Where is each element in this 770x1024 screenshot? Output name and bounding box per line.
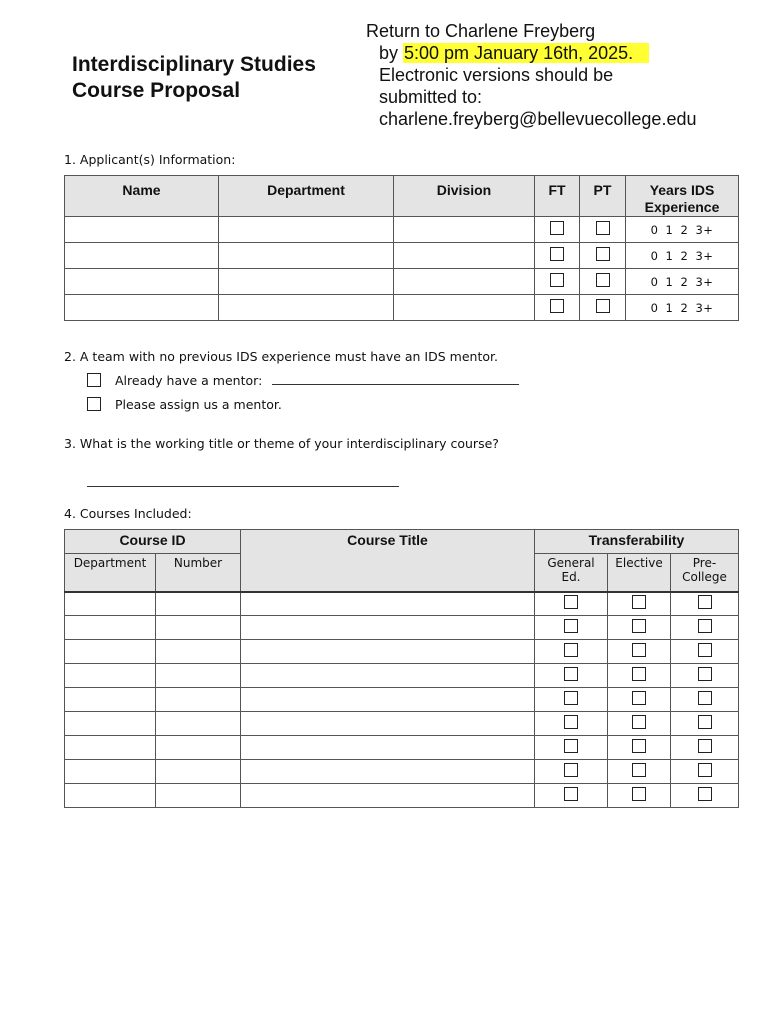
col-department: Department <box>219 176 394 217</box>
pre-college-checkbox[interactable] <box>698 691 712 705</box>
question-2-label: 2. A team with no previous IDS experience must have an IDS mentor. <box>64 349 498 364</box>
elective-checkbox[interactable] <box>632 595 646 609</box>
col-transferability: Transferability <box>535 530 739 554</box>
dept-cell[interactable] <box>65 592 156 616</box>
dept-cell[interactable] <box>65 664 156 688</box>
years-options[interactable]: 0 1 2 3+ <box>626 243 739 269</box>
gen-ed-cell <box>535 736 608 760</box>
applicant-row <box>65 295 739 321</box>
pre-college-checkbox[interactable] <box>698 715 712 729</box>
pre-college-cell <box>671 640 739 664</box>
ft-checkbox[interactable] <box>550 221 564 235</box>
number-cell[interactable] <box>156 760 241 784</box>
pre-college-line2: College <box>682 570 727 584</box>
question-4-label: 4. Courses Included: <box>64 506 192 521</box>
question-3-label: 3. What is the working title or theme of your interdisciplinary course? <box>64 436 499 451</box>
title-cell[interactable] <box>241 592 535 616</box>
division-cell[interactable] <box>394 295 535 321</box>
gen-ed-checkbox[interactable] <box>564 643 578 657</box>
pt-checkbox[interactable] <box>596 247 610 261</box>
gen-ed-cell <box>535 616 608 640</box>
title-cell[interactable] <box>241 640 535 664</box>
elective-checkbox[interactable] <box>632 643 646 657</box>
department-cell[interactable] <box>219 217 394 243</box>
assign-mentor-label: Please assign us a mentor. <box>114 397 282 412</box>
pre-college-checkbox[interactable] <box>698 763 712 777</box>
ft-checkbox[interactable] <box>550 273 564 287</box>
number-cell[interactable] <box>156 784 241 808</box>
gen-ed-checkbox[interactable] <box>564 787 578 801</box>
dept-cell[interactable] <box>65 640 156 664</box>
col-ft: FT <box>535 176 580 217</box>
gen-ed-checkbox[interactable] <box>564 667 578 681</box>
form-title-line2: Course Proposal <box>72 79 241 102</box>
elective-cell <box>608 784 671 808</box>
elective-cell <box>608 688 671 712</box>
gen-ed-checkbox[interactable] <box>564 619 578 633</box>
number-cell[interactable] <box>156 736 241 760</box>
general-ed-line1: General <box>547 556 595 570</box>
name-cell[interactable] <box>65 217 219 243</box>
col-years-ids <box>626 176 739 217</box>
number-cell[interactable] <box>156 592 241 616</box>
col-name: Name <box>65 176 219 217</box>
pre-college-cell <box>671 616 739 640</box>
course-row <box>65 640 739 664</box>
number-cell[interactable] <box>156 712 241 736</box>
col-pre-college <box>671 554 739 592</box>
gen-ed-cell <box>535 760 608 784</box>
title-cell[interactable] <box>241 736 535 760</box>
pre-college-cell <box>671 760 739 784</box>
course-row <box>65 592 739 616</box>
pre-college-cell <box>671 784 739 808</box>
elective-cell <box>608 736 671 760</box>
courses-table <box>64 529 739 808</box>
course-row <box>65 784 739 808</box>
col-pt: PT <box>580 176 626 217</box>
applicant-table <box>64 175 739 321</box>
gen-ed-checkbox[interactable] <box>564 763 578 777</box>
applicant-row <box>65 217 739 243</box>
title-cell[interactable] <box>241 712 535 736</box>
return-by-text: by <box>379 43 404 63</box>
general-ed-line2: Ed. <box>561 570 581 584</box>
mentor-option-have <box>87 373 519 388</box>
gen-ed-checkbox[interactable] <box>564 691 578 705</box>
ft-cell <box>535 217 580 243</box>
division-cell[interactable] <box>394 243 535 269</box>
ft-checkbox[interactable] <box>550 299 564 313</box>
gen-ed-cell <box>535 688 608 712</box>
gen-ed-cell <box>535 640 608 664</box>
have-mentor-label: Already have a mentor: <box>114 373 263 388</box>
years-options[interactable]: 0 1 2 3+ <box>626 269 739 295</box>
dept-cell[interactable] <box>65 688 156 712</box>
gen-ed-cell <box>535 592 608 616</box>
pt-cell <box>580 295 626 321</box>
division-cell[interactable] <box>394 269 535 295</box>
elective-checkbox[interactable] <box>632 763 646 777</box>
ft-cell <box>535 269 580 295</box>
gen-ed-checkbox[interactable] <box>564 715 578 729</box>
dept-cell[interactable] <box>65 616 156 640</box>
pt-cell <box>580 269 626 295</box>
department-cell[interactable] <box>219 295 394 321</box>
gen-ed-cell <box>535 784 608 808</box>
pre-college-checkbox[interactable] <box>698 787 712 801</box>
form-title-line1: Interdisciplinary Studies <box>72 53 316 76</box>
title-cell[interactable] <box>241 616 535 640</box>
number-cell[interactable] <box>156 640 241 664</box>
deadline-highlight: 5:00 pm January 16th, 2025. <box>403 43 649 63</box>
applicant-row <box>65 269 739 295</box>
pre-college-checkbox[interactable] <box>698 667 712 681</box>
course-row <box>65 664 739 688</box>
return-deadline-line <box>366 42 696 64</box>
elective-checkbox[interactable] <box>632 715 646 729</box>
number-cell[interactable] <box>156 616 241 640</box>
department-cell[interactable] <box>219 269 394 295</box>
gen-ed-checkbox[interactable] <box>564 595 578 609</box>
question-1-label: 1. Applicant(s) Information: <box>64 152 236 167</box>
ft-cell <box>535 243 580 269</box>
applicant-row <box>65 243 739 269</box>
assign-mentor-checkbox[interactable] <box>87 397 101 411</box>
mentor-option-assign <box>87 397 282 412</box>
dept-cell[interactable] <box>65 784 156 808</box>
col-years-line2: Experience <box>644 199 720 215</box>
years-options[interactable]: 0 1 2 3+ <box>626 217 739 243</box>
course-row <box>65 712 739 736</box>
course-title-field[interactable] <box>87 472 399 487</box>
course-row <box>65 760 739 784</box>
col-course-title: Course Title <box>241 530 535 592</box>
gen-ed-cell <box>535 664 608 688</box>
course-row <box>65 736 739 760</box>
form-title <box>72 52 316 104</box>
title-cell[interactable] <box>241 688 535 712</box>
elective-cell <box>608 592 671 616</box>
number-cell[interactable] <box>156 664 241 688</box>
dept-cell[interactable] <box>65 712 156 736</box>
elective-checkbox[interactable] <box>632 619 646 633</box>
pre-college-line1: Pre- <box>692 556 717 570</box>
return-line3: Electronic versions should be <box>379 65 614 85</box>
pt-checkbox[interactable] <box>596 299 610 313</box>
pre-college-cell <box>671 736 739 760</box>
col-elective: Elective <box>608 554 671 592</box>
course-row <box>65 688 739 712</box>
dept-cell[interactable] <box>65 736 156 760</box>
pre-college-checkbox[interactable] <box>698 739 712 753</box>
elective-cell <box>608 640 671 664</box>
title-cell[interactable] <box>241 760 535 784</box>
division-cell[interactable] <box>394 217 535 243</box>
col-course-id: Course ID <box>65 530 241 554</box>
col-years-line1: Years IDS <box>649 182 715 198</box>
name-cell[interactable] <box>65 269 219 295</box>
ft-cell <box>535 295 580 321</box>
pre-college-checkbox[interactable] <box>698 595 712 609</box>
name-cell[interactable] <box>65 295 219 321</box>
pt-checkbox[interactable] <box>596 221 610 235</box>
years-options[interactable]: 0 1 2 3+ <box>626 295 739 321</box>
col-division: Division <box>394 176 535 217</box>
have-mentor-checkbox[interactable] <box>87 373 101 387</box>
elective-cell <box>608 664 671 688</box>
gen-ed-checkbox[interactable] <box>564 739 578 753</box>
elective-checkbox[interactable] <box>632 667 646 681</box>
elective-checkbox[interactable] <box>632 739 646 753</box>
elective-cell <box>608 712 671 736</box>
name-cell[interactable] <box>65 243 219 269</box>
return-instructions <box>366 20 696 130</box>
pre-college-cell <box>671 712 739 736</box>
pt-cell <box>580 217 626 243</box>
col-number: Number <box>156 554 241 592</box>
pre-college-cell <box>671 592 739 616</box>
dept-cell[interactable] <box>65 760 156 784</box>
title-cell[interactable] <box>241 784 535 808</box>
pre-college-cell <box>671 688 739 712</box>
contact-email[interactable]: charlene.freyberg@bellevuecollege.edu <box>379 109 697 129</box>
pre-college-checkbox[interactable] <box>698 619 712 633</box>
gen-ed-cell <box>535 712 608 736</box>
col-general-ed <box>535 554 608 592</box>
elective-cell <box>608 616 671 640</box>
ft-checkbox[interactable] <box>550 247 564 261</box>
number-cell[interactable] <box>156 688 241 712</box>
elective-checkbox[interactable] <box>632 691 646 705</box>
department-cell[interactable] <box>219 243 394 269</box>
title-cell[interactable] <box>241 664 535 688</box>
pt-checkbox[interactable] <box>596 273 610 287</box>
course-row <box>65 616 739 640</box>
col-dept: Department <box>65 554 156 592</box>
pre-college-cell <box>671 664 739 688</box>
return-line1: Return to Charlene Freyberg <box>366 21 596 41</box>
pt-cell <box>580 243 626 269</box>
elective-checkbox[interactable] <box>632 787 646 801</box>
pre-college-checkbox[interactable] <box>698 643 712 657</box>
elective-cell <box>608 760 671 784</box>
return-line4: submitted to: <box>379 87 483 107</box>
mentor-name-field[interactable] <box>272 384 519 385</box>
